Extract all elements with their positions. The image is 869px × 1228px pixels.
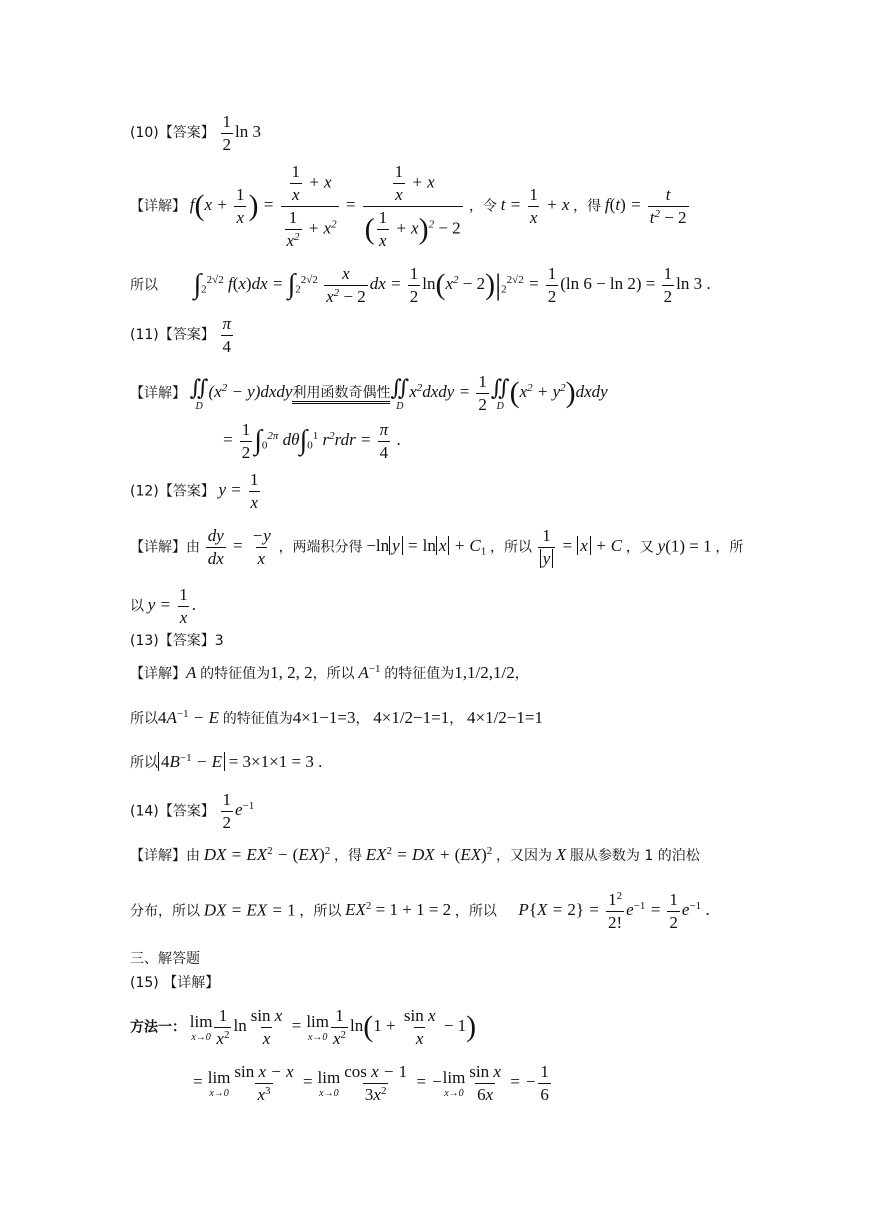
- q13-l1e: 1,1/2,1/2: [454, 663, 515, 682]
- q10-answer-line: [130, 112, 261, 155]
- q12-detail-label: 【详解】由: [130, 539, 200, 556]
- q10-detail-line: [130, 162, 691, 251]
- q13-detail-label: 【详解】: [130, 666, 186, 682]
- q15-method1-line: [130, 1006, 476, 1049]
- q13-l1a: 的特征值为: [200, 666, 271, 682]
- q15-head: (15) 【详解】: [130, 975, 220, 991]
- q14-t3: 服从参数为 1 的泊松: [569, 848, 700, 864]
- q10-result-line: [130, 264, 711, 307]
- q12-general: $\frac{1}{y}$ = x + C: [536, 536, 622, 555]
- q13-l1f: ，: [514, 666, 529, 682]
- q12-detail-line: [130, 526, 743, 569]
- q12-detail-line2: [130, 585, 196, 628]
- q13-l1c: ，所以: [312, 666, 355, 682]
- q15-method1-line2: [192, 1062, 553, 1105]
- q14-t1: ，得: [334, 848, 363, 864]
- q15-method1-formula2: = lim x→0 $\frac{\text{sin x − x}}{x^3}$ = lim x→0 $\frac{\text{cos x − 1}}{3x^2}$ = − lim x→0 $\frac{\text{sin x}}{6x}$ = − $\frac{1}{6}$: [192, 1062, 549, 1104]
- q10-detail-ling: ，令: [468, 198, 497, 215]
- q13-detail-line3: 所以 $4B^{-1} - E = 3\times 1\times 1 = 3$ .: [130, 751, 323, 771]
- q15-method1-formula: lim x→0 $\frac{1}{x^2}$ ln $\frac{\text{sin x}}{x}$ = lim x→0 $\frac{1}{x^2}$ ln(1 + $\frac{\text{sin x}}{x}$ − 1): [189, 1006, 477, 1048]
- q13-l2a: 所以: [130, 711, 158, 727]
- q12-integral: −ln $y = \ln x + C_1$: [366, 536, 487, 558]
- section3-title-line: [130, 948, 200, 968]
- q11-detail-line2: [222, 420, 401, 463]
- q11-detail-formula2: = $\frac{1}{2}$ $\int_0^{2\pi}$ $d\theta\int_0^1$ $r^2rdr$ = $\frac{\pi}{4}$ .: [222, 420, 401, 462]
- q13-detail-line2: 所以$4A^{-1} - E$ 的特征值为4×1−1=3， 4×1/2−1=1， 4×1/2−1=1: [130, 707, 543, 727]
- q12-text2: ，所以: [490, 539, 532, 556]
- q14-t6: ，所以: [454, 903, 497, 920]
- q11-answer-label: (11)【答案】: [130, 326, 215, 343]
- q14-t2: ，又因为: [496, 848, 553, 864]
- q14-answer-label: (14)【答案】: [130, 803, 215, 820]
- q12-answer-label: (12)【答案】: [130, 483, 215, 500]
- q14-detail-line2: 分布，所以 DX = EX = 1 ，所以 $EX^2 = 1 + 1 = 2$ ，所以 P{X = 2} = $\frac{1^2}{2!}$ $e^{-1}$ = $\frac{1}{2}$ $e^{-1}$ .: [130, 889, 710, 932]
- q12-text5: 以: [130, 598, 144, 615]
- q12-answer-formula: y = $\frac{1}{x}$: [218, 470, 259, 512]
- q10-result-formula: $\int_2^{2√2}$ $f(x)dx = \int_2^{2√2}$ $\frac{x}{x^2 - 2}$ dx = $\frac{1}{2}$ $\ln(x^2 - 2)|_2^{2√2}$ = $\frac{1}{2}$ (ln 6 − ln 2) = $\frac{1}{2}$ ln 3 .: [193, 264, 711, 306]
- q12-ode: $\frac{dy}{dx}$ = $\frac{-y}{x}$: [207, 526, 271, 568]
- q13-l1d: 的特征值为: [384, 666, 455, 682]
- section3-title: 三、解答题: [130, 951, 200, 967]
- q10-result-suoyi: 所以: [130, 277, 158, 294]
- q13-l2g: 4×1/2−1=1: [466, 708, 543, 727]
- q10-answer-label: (10)【答案】: [130, 124, 215, 141]
- q11-detail-label: 【详解】: [130, 385, 186, 402]
- q12-result: y = $\frac{1}{x}$ .: [147, 585, 197, 627]
- q13-answer-label: (13)【答案】: [130, 633, 215, 649]
- q11-answer-fraction: $\frac{\pi}{4}$: [222, 314, 232, 356]
- q13-l2f: ，: [449, 711, 464, 727]
- q14-t4: 分布，所以: [130, 903, 200, 920]
- q11-annotation: 利用函数奇偶性: [292, 385, 390, 404]
- q12-init: y(1) = 1: [657, 536, 712, 556]
- q15-method-label: 方法一：: [130, 1019, 186, 1036]
- q13-l2e: 4×1/2−1=1: [373, 708, 450, 727]
- q12-text4: ，所: [715, 539, 744, 556]
- q14-answer-formula: $\frac{1}{2}$ $e^{-1}$: [222, 790, 255, 832]
- q11-detail-line: [130, 372, 608, 415]
- q10-answer-text: ln 3: [235, 121, 261, 141]
- q11-detail-formula: ∬ D ($x^2$ − y)dxdy利用函数奇偶性 ∬ D $x^2dxdy$ = $\frac{1}{2}$ ∬ D ($x^2$ + $y^2)dxdy$: [189, 372, 608, 414]
- q10-detail-de: ，得: [573, 198, 602, 215]
- q12-text3: ，又: [625, 539, 654, 556]
- q11-answer-line: [130, 314, 235, 357]
- q10-detail-sub: t = $\frac{1}{x}$ + x: [500, 185, 570, 227]
- q13-answer-value: 3: [214, 633, 224, 649]
- q13-answer-line: [130, 630, 224, 650]
- q10-detail-label: 【详解】: [130, 198, 186, 215]
- q10-result-tail: (ln 6 − ln 2) =: [560, 274, 656, 294]
- q13-detail-line1: 【详解】A 的特征值为1, 2, 2，所以 $A^{-1}$ 的特征值为1,1/2,1/2，: [130, 662, 529, 682]
- q12-answer-line: [130, 470, 263, 513]
- q12-text1: ，两端积分得: [278, 539, 363, 556]
- q13-l3a: 所以: [130, 755, 158, 771]
- q13-l2c: 4×1−1=3: [292, 708, 356, 727]
- q15-head-line: [130, 972, 219, 992]
- q10-detail-ft: f(t) = $\frac{t}{t^2 - 2}$: [604, 185, 687, 227]
- q13-l2d: ，: [355, 711, 370, 727]
- q13-l2b: 的特征值为: [222, 711, 293, 727]
- q13-l1b: 1, 2, 2: [270, 663, 313, 682]
- q13-l3b: = 3×1×1 = 3 .: [228, 752, 323, 771]
- q10-answer-fraction: $\frac{1}{2}$: [222, 112, 231, 154]
- q14-detail-line1: 【详解】由 DX = $EX^2 - (EX)^2$ ，得 $EX^2$ = DX + (EX)$^2$ ，又因为 X 服从参数为 1 的泊松: [130, 844, 700, 864]
- q14-t5: ，所以: [299, 903, 342, 920]
- q14-answer-line: [130, 790, 254, 833]
- q10-detail-formula: f(x + $\frac{1}{x}$ ) = $\frac{1}{x}$ + x $\frac{1}{x^2}$ + $x^2$ = $\frac{1}{x}$ + x ( $\frac{1}{x}$ + x)$^2$ − 2: [189, 162, 461, 250]
- q14-detail-label: 【详解】由: [130, 848, 200, 864]
